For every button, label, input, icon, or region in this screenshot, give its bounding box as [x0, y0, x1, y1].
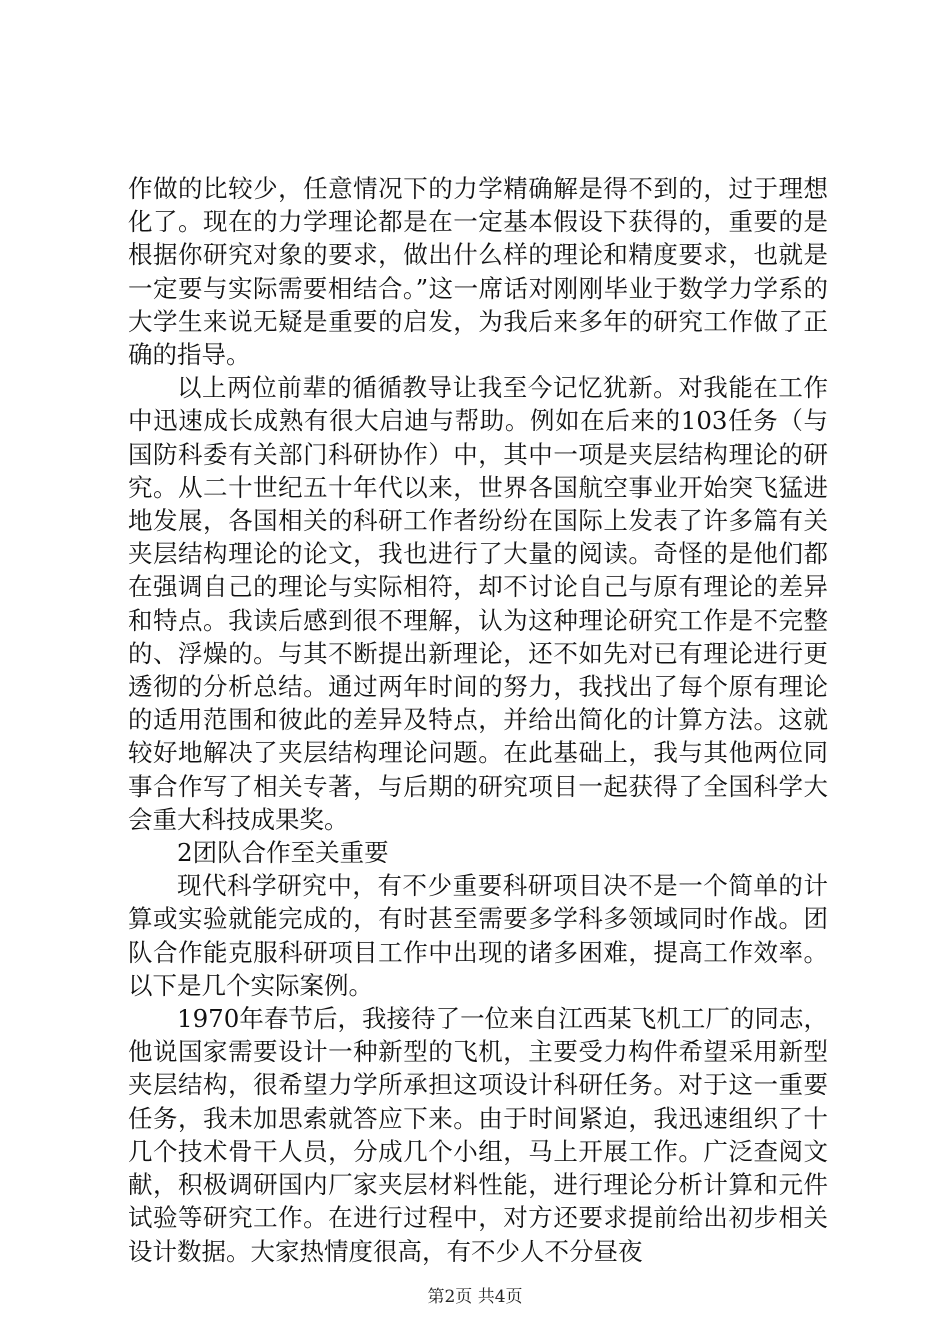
section-heading: 2团队合作至关重要 [177, 838, 389, 868]
paragraph-2: 以上两位前辈的循循教导让我至今记忆犹新。对我能在工作中迅速成长成熟有很大启迪与帮助。例如在后来的103任务（与国防科委有关部门科研协作）中，其中一项是夹层结构理论的研究。从二十世纪五十年代以来，世界各国航空事业开始突飞猛进地发展，各国相关的科研工作者纷纷在国际上发表了许多篇有关夹层结构理论的论文，我也进行了大量的阅读。奇怪的是他们都在强调自己的理论与实际相符，却不讨论自己与原有理论的差异和特点。我读后感到很不理解，认为这种理论研究工作是不完整的、浮燥的。与其不断提出新理论，还不如先对已有理论进行更透彻的分析总结。通过两年时间的努力，我找出了每个原有理论的适用范围和彼此的差异及特点，并给出简化的计算方法。这就较好地解决了夹层结构理论问题。在此基础上，我与其他两位同事合作写了相关专著，与后期的研究项目一起获得了全国科学大会重大科技成果奖。 [128, 373, 828, 834]
page-number-footer: 第2页 共4页 [427, 1287, 523, 1307]
paragraph-4: 1970年春节后，我接待了一位来自江西某飞机工厂的同志，他说国家需要设计一种新型的飞机，主要受力构件希望采用新型夹层结构，很希望力学所承担这项设计科研任务。对于这一重要任务，我未加思索就答应下来。由于时间紧迫，我迅速组织了十几个技术骨干人员，分成几个小组，马上开展工作。广泛查阅文献，积极调研国内厂家夹层材料性能，进行理论分析计算和元件试验等研究工作。在进行过程中，对方还要求提前给出初步相关设计数据。大家热情度很高，有不少人不分昼夜 [128, 1004, 828, 1266]
paragraph-3: 现代科学研究中，有不少重要科研项目决不是一个简单的计算或实验就能完成的，有时甚至需要多学科多领域同时作战。团队合作能克服科研项目工作中出现的诸多困难，提高工作效率。以下是几个实际案例。 [128, 871, 828, 1000]
paragraph-1: 作做的比较少，任意情况下的力学精确解是得不到的，过于理想化了。现在的力学理论都是在一定基本假设下获得的，重要的是根据你研究对象的要求，做出什么样的理论和精度要求，也就是一定要与实际需要相结合。”这一席话对刚刚毕业于数学力学系的大学生来说无疑是重要的启发，为我后来多年的研究工作做了正确的指导。 [128, 174, 828, 370]
document-body [128, 172, 828, 1268]
